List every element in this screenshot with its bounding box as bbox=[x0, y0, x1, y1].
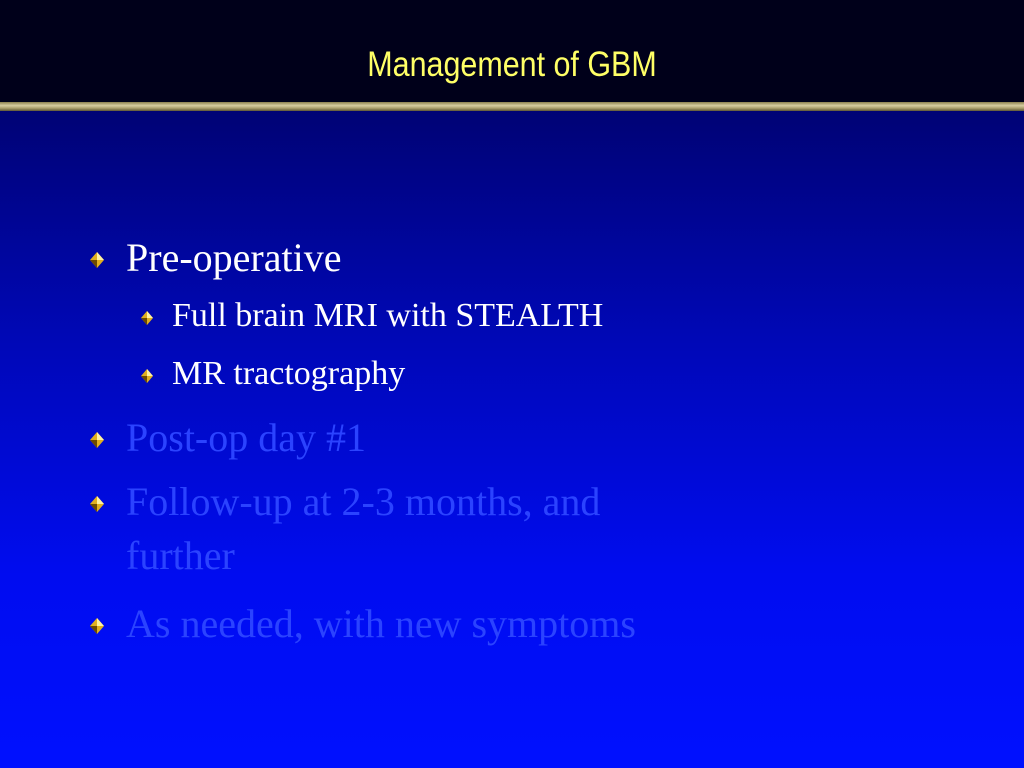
bullet-follow-up: Follow-up at 2-3 months, and bbox=[126, 479, 601, 524]
bullet-post-op-day-1: Post-op day #1 bbox=[126, 415, 366, 460]
sub-bullet-full-brain-mri: Full brain MRI with STEALTH bbox=[172, 297, 604, 334]
slide-title: Management of GBM bbox=[367, 45, 657, 84]
bullet-follow-up-continued: further bbox=[126, 533, 235, 578]
bullet-as-needed: As needed, with new symptoms bbox=[126, 601, 636, 646]
bullet-pre-operative: Pre-operative bbox=[126, 235, 342, 280]
sub-bullet-mr-tractography: MR tractography bbox=[172, 355, 406, 392]
